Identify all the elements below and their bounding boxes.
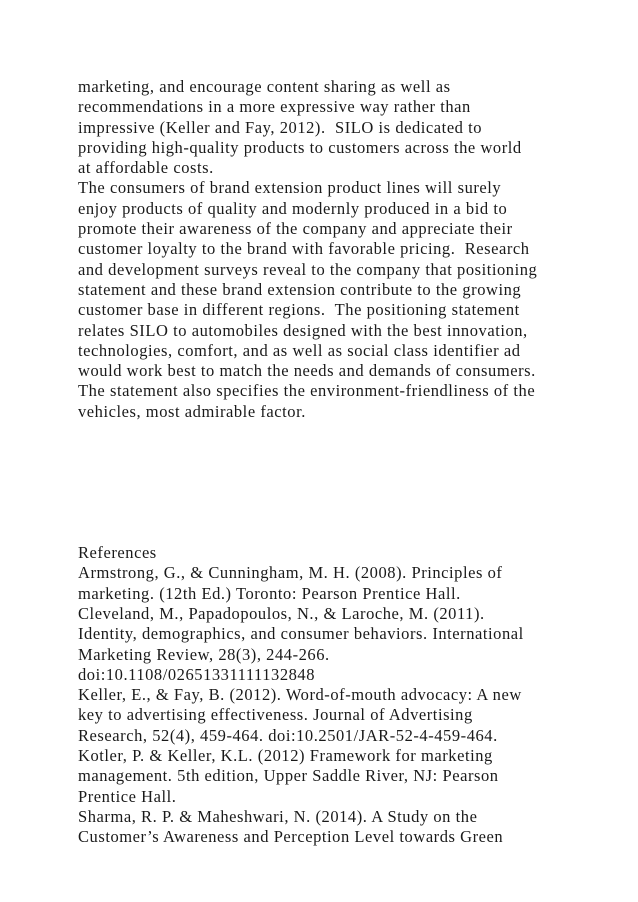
- body-text: [78, 77, 598, 422]
- body-line: vehicles, most admirable factor.: [78, 401, 306, 421]
- reference-line: Keller, E., & Fay, B. (2012). Word-of-mouth advocacy: A new: [78, 685, 522, 705]
- body-line: marketing, and encourage content sharing as well as: [78, 77, 451, 96]
- body-line: technologies, comfort, and as well as social class identifier ad: [78, 340, 521, 360]
- document-page: [78, 77, 598, 848]
- body-line: customer loyalty to the brand with favorable pricing. Research: [78, 239, 530, 259]
- reference-line: Cleveland, M., Papadopoulos, N., & Laroche, M. (2011).: [78, 603, 485, 623]
- body-line: and development surveys reveal to the company that positioning: [78, 259, 538, 279]
- body-line: statement and these brand extension contribute to the growing: [78, 279, 522, 299]
- body-line: at affordable costs.: [78, 158, 214, 178]
- reference-line: Kotler, P. & Keller, K.L. (2012) Framework for marketing: [78, 746, 493, 766]
- references-heading: References: [78, 543, 157, 563]
- reference-line: Armstrong, G., & Cunningham, M. H. (2008). Principles of: [78, 563, 503, 583]
- body-line: promote their awareness of the company and appreciate their: [78, 219, 513, 239]
- reference-line: marketing. (12th Ed.) Toronto: Pearson Prentice Hall.: [78, 583, 461, 603]
- body-line: The consumers of brand extension product lines will surely: [78, 178, 502, 198]
- reference-line: Research, 52(4), 459-464. doi:10.2501/JAR-52-4-459-464.: [78, 725, 498, 745]
- reference-line: Prentice Hall.: [78, 786, 177, 806]
- body-line: The statement also specifies the environment-friendliness of the: [78, 381, 536, 401]
- body-line: relates SILO to automobiles designed with the best innovation,: [78, 320, 528, 340]
- references-section: [78, 543, 598, 847]
- reference-line: management. 5th edition, Upper Saddle River, NJ: Pearson: [78, 766, 499, 786]
- body-line: impressive (Keller and Fay, 2012). SILO is dedicated to: [78, 117, 483, 137]
- reference-line: key to advertising effectiveness. Journal of Advertising: [78, 705, 473, 725]
- reference-line: Marketing Review, 28(3), 244-266.: [78, 644, 330, 664]
- reference-line: Identity, demographics, and consumer behaviors. International: [78, 624, 524, 644]
- section-spacer: [78, 422, 598, 543]
- body-line: providing high-quality products to customers across the world: [78, 137, 522, 157]
- reference-line: doi:10.1108/02651331111132848: [78, 664, 316, 684]
- reference-line: Customer’s Awareness and Perception Level towards Green: [78, 827, 504, 847]
- body-line: customer base in different regions. The positioning statement: [78, 300, 520, 320]
- body-line: recommendations in a more expressive way rather than: [78, 97, 471, 117]
- body-line: enjoy products of quality and modernly produced in a bid to: [78, 198, 508, 218]
- reference-line: Sharma, R. P. & Maheshwari, N. (2014). A Study on the: [78, 806, 478, 826]
- body-line: would work best to match the needs and demands of consumers.: [78, 361, 536, 381]
